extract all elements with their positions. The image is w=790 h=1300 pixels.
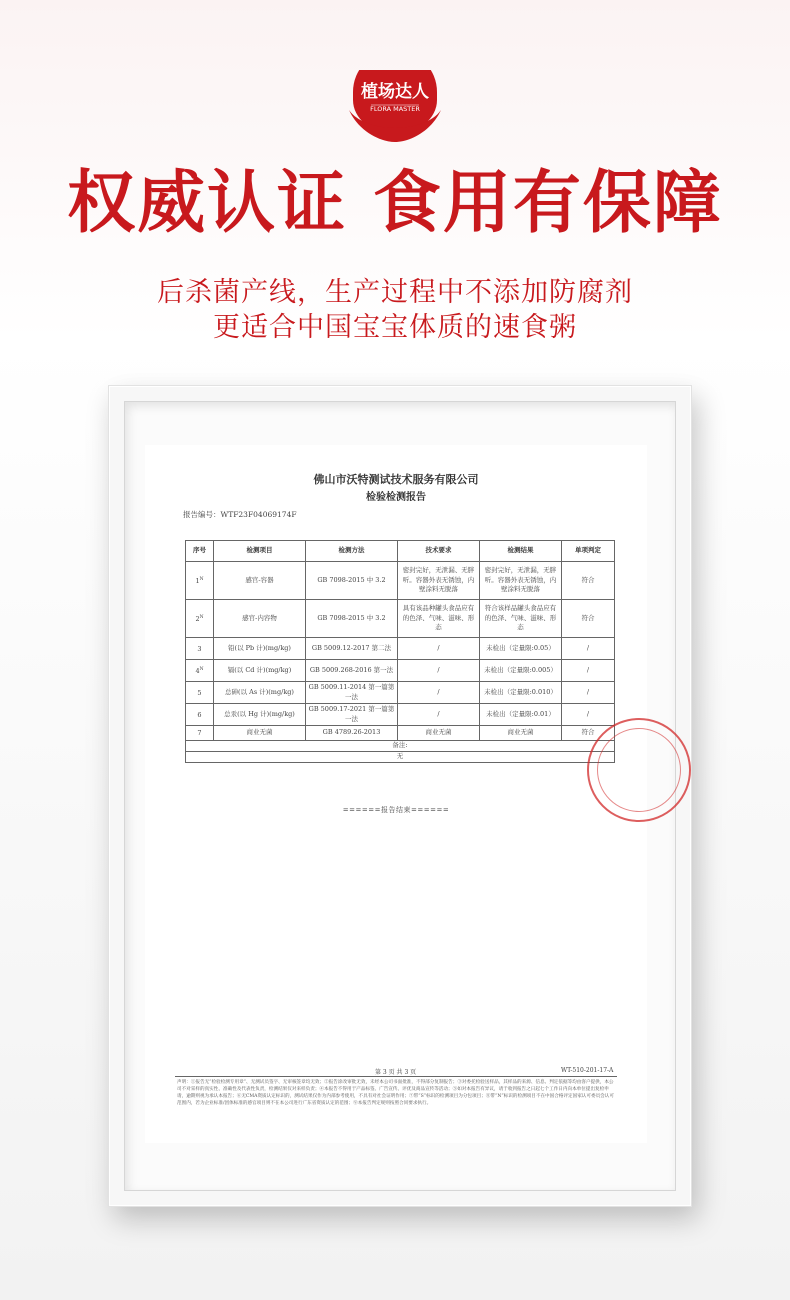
result: 未检出（定量限:0.010）: [480, 682, 562, 704]
result: 未检出（定量限:0.05）: [480, 638, 562, 660]
table-row: [186, 682, 615, 704]
document-code: WT-510-201-17-A: [561, 1067, 614, 1074]
table-row: [186, 660, 615, 682]
requirement: 密封完好，无泄漏、无胖听。容器外表无锈蚀，内壁涂料无脱落: [398, 562, 480, 600]
brand-name: 植场达人: [361, 82, 429, 102]
verdict: /: [562, 682, 615, 704]
row-number: 6: [186, 704, 214, 726]
report-number: 报告编号：WTF23F04069174F: [183, 510, 297, 519]
column-header: 技术要求: [398, 541, 480, 562]
verdict: 符合: [562, 726, 615, 741]
subtitle-line-2: 更适合中国宝宝体质的速食粥: [213, 312, 577, 343]
row-number: $1^N$: [186, 562, 214, 600]
result: 未检出（定量限:0.005）: [480, 660, 562, 682]
requirement: 具有该品种罐头食品应有的色泽、气味、滋味、形态: [398, 600, 480, 638]
remarks-value-row: [186, 752, 615, 763]
requirement: 商业无菌: [398, 726, 480, 741]
requirement: /: [398, 638, 480, 660]
requirement: /: [398, 682, 480, 704]
test-method: GB 5009.268-2016 第一法: [306, 660, 398, 682]
test-item: 铅(以 Pb 计)(mg/kg): [214, 638, 306, 660]
row-number: $2^N$: [186, 600, 214, 638]
requirement: /: [398, 660, 480, 682]
bowl-logo-icon: [341, 70, 449, 150]
test-item: 感官-容器: [214, 562, 306, 600]
page-number: 第 3 页 共 3 页: [375, 1069, 417, 1076]
verdict: /: [562, 638, 615, 660]
column-header: 检测项目: [214, 541, 306, 562]
subtitle-line-1: 后杀菌产线，生产过程中不添加防腐剂: [157, 277, 633, 308]
row-number: 5: [186, 682, 214, 704]
column-header: 检测结果: [480, 541, 562, 562]
test-item: 总砷(以 As 计)(mg/kg): [214, 682, 306, 704]
test-item: 感官-内容物: [214, 600, 306, 638]
remarks-row: [186, 741, 615, 752]
requirement: /: [398, 704, 480, 726]
footer-divider: [175, 1076, 617, 1077]
testing-company-name: 佛山市沃特测试技术服务有限公司: [313, 473, 479, 486]
test-item: 商业无菌: [214, 726, 306, 741]
certificate-paper: [145, 445, 647, 1143]
verdict: /: [562, 660, 615, 682]
column-header: 单项判定: [562, 541, 615, 562]
result: 商业无菌: [480, 726, 562, 741]
table-row: [186, 726, 615, 741]
disclaimer-text: 声明：①报告无“检验检测专用章”、无测试员签字、无审核签章均无效；②报告涂改审批无效，未经本公司书面批准，不得部分复制报告；③对委托检验送样品，其样品的来源、信息、判定依据等均由客户提供，本公司不对采样的真实性、准确性及代表性负责，检测结果仅对来样负责；④本报告不得用于产品标签、广告宣传、评优及商品宣传等活动；⑤如对本报告有异议，请于收到报告之日起七个工作日内向本单位提出复检申请，逾期则视为承认本报告；⑥无CMA资质认定标识的，测试结果仅作为内部参考使用，不具有对社会证明作用；⑦带“S”标识的检测项目为分包项目；⑧带“N”标识的检测项目不在中国合格评定国家认可委员会认可范围内，若为企业标准/团体标准的感官项目则不在本公司进行广东省资质认定的范围；⑨本报告判定规则按照合同要求执行。: [177, 1080, 614, 1106]
row-number: 7: [186, 726, 214, 741]
column-header: 序号: [186, 541, 214, 562]
column-header: 检测方法: [306, 541, 398, 562]
seal-inner-ring: [597, 728, 681, 812]
test-method: GB 7098-2015 中 3.2: [306, 600, 398, 638]
report-title: 检验检测报告: [366, 492, 426, 503]
table-header-row: [186, 541, 615, 562]
table-row: [186, 704, 615, 726]
test-item: 总汞(以 Hg 计)(mg/kg): [214, 704, 306, 726]
result: 未检出（定量限:0.01）: [480, 704, 562, 726]
row-number: 3: [186, 638, 214, 660]
brand-english: FLORA MASTER: [370, 105, 420, 113]
test-method: GB 5009.12-2017 第二法: [306, 638, 398, 660]
results-table: [185, 540, 615, 763]
result: 密封完好，无泄漏，无胖听。容器外表无锈蚀，内壁涂料无脱落: [480, 562, 562, 600]
row-number: $4^N$: [186, 660, 214, 682]
table-row: [186, 562, 615, 600]
verdict: 符合: [562, 600, 615, 638]
result: 符合该样品罐头食品应有的色泽、气味、滋味、形态: [480, 600, 562, 638]
remarks-label: 备注:: [186, 741, 615, 752]
report-end-mark: ======报告结束======: [342, 806, 450, 814]
test-item: 镉(以 Cd 计)(mg/kg): [214, 660, 306, 682]
test-method: GB 5009.11-2014 第一篇第一法: [306, 682, 398, 704]
table-row: [186, 638, 615, 660]
test-method: GB 5009.17-2021 第一篇第一法: [306, 704, 398, 726]
verdict: /: [562, 704, 615, 726]
remarks-value: 无: [186, 752, 615, 763]
verdict: 符合: [562, 562, 615, 600]
table-row: [186, 600, 615, 638]
test-method: GB 4789.26-2013: [306, 726, 398, 741]
test-method: GB 7098-2015 中 3.2: [306, 562, 398, 600]
brand-logo: [341, 70, 449, 150]
headline: 权威认证 食用有保障: [67, 164, 723, 243]
